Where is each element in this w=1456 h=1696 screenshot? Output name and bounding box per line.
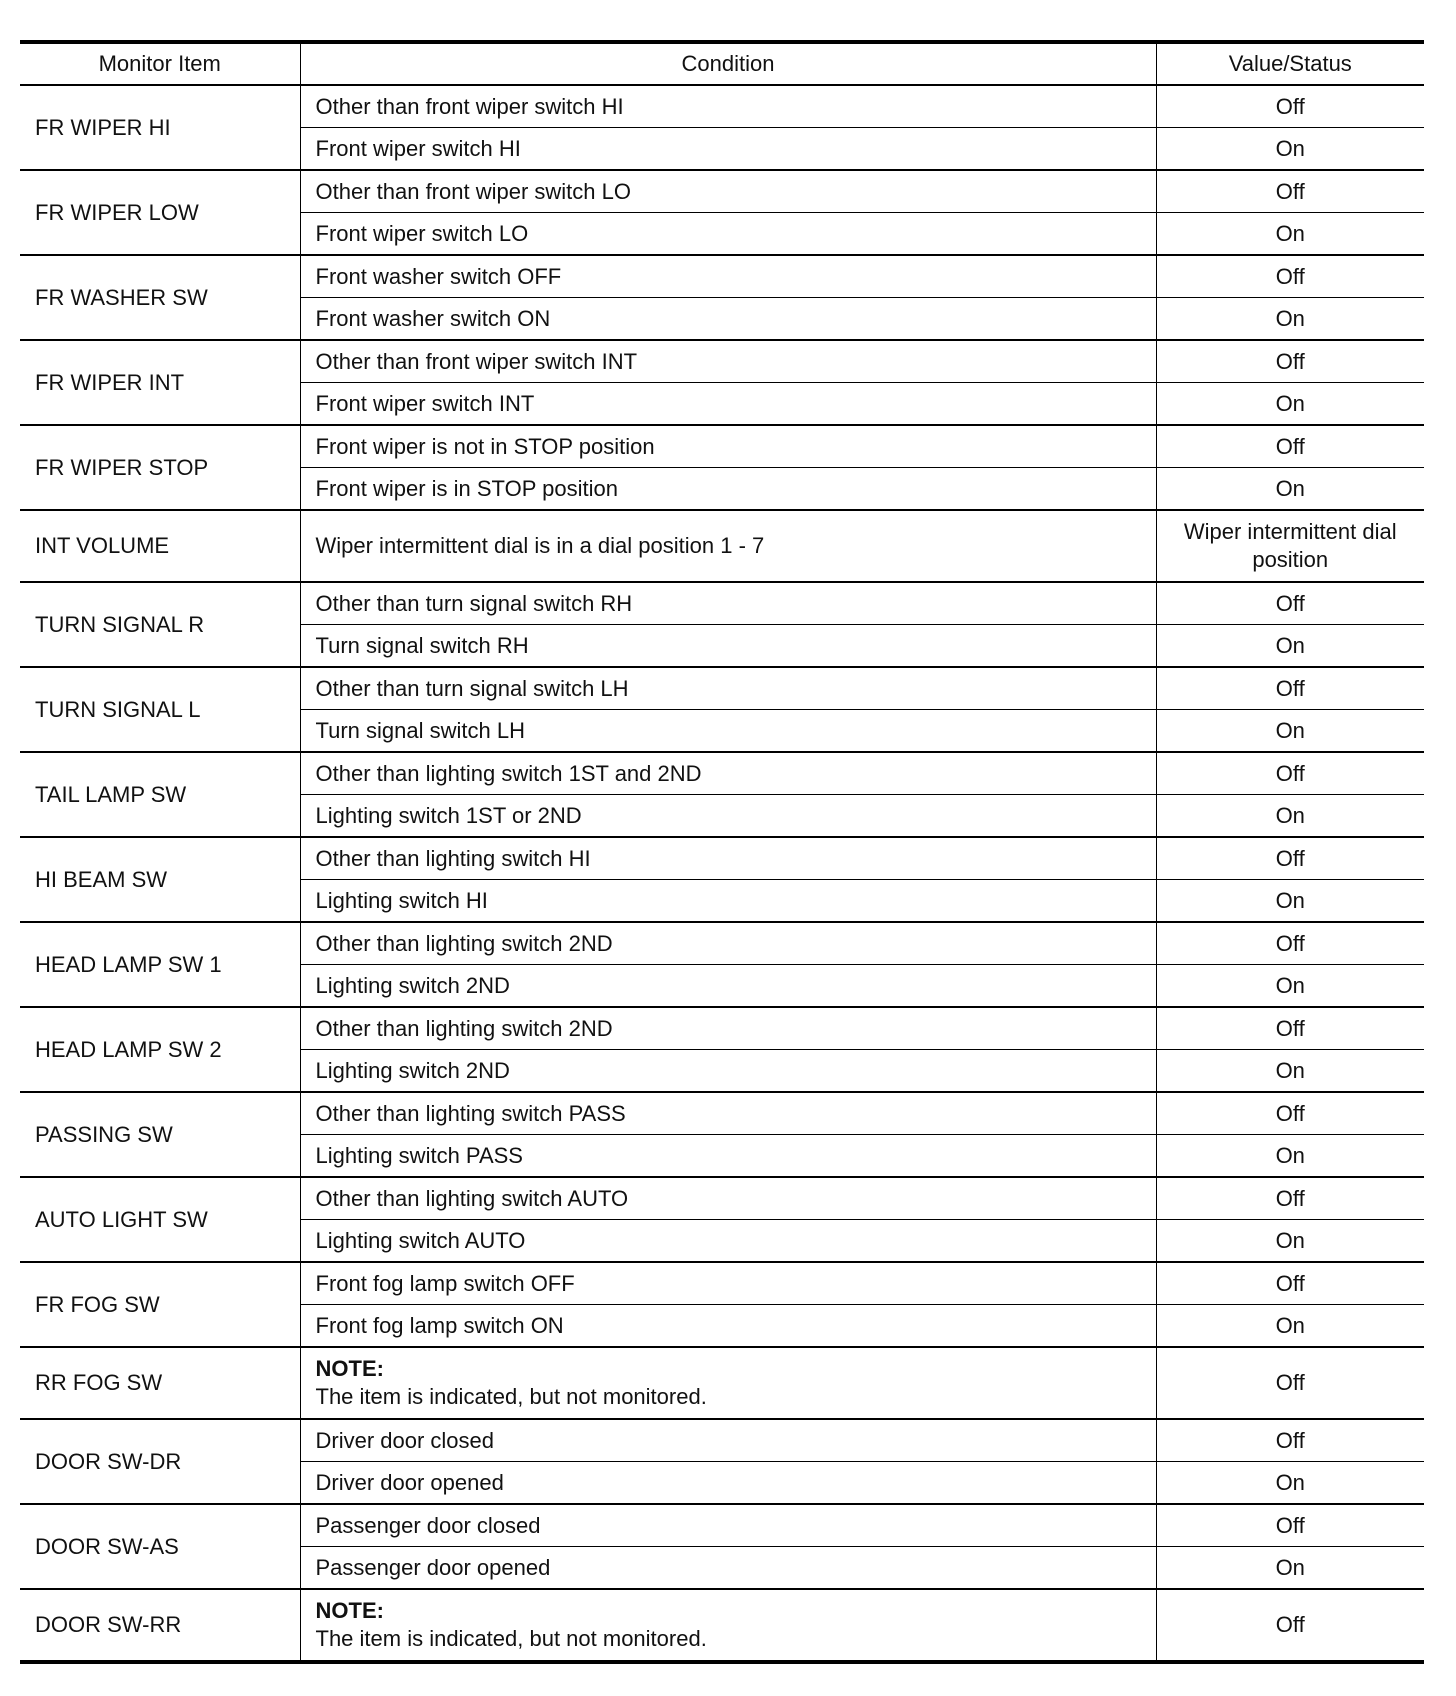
value-status-cell: On bbox=[1156, 1462, 1424, 1505]
header-condition: Condition bbox=[300, 42, 1156, 85]
condition-cell: Other than front wiper switch INT bbox=[300, 340, 1156, 383]
table-row bbox=[20, 510, 1424, 582]
value-status-cell: On bbox=[1156, 710, 1424, 753]
monitor-item-cell: FR WIPER LOW bbox=[20, 170, 300, 255]
condition-cell: Wiper intermittent dial is in a dial position 1 - 7 bbox=[300, 510, 1156, 582]
monitor-item-cell: DOOR SW-RR bbox=[20, 1589, 300, 1662]
condition-cell: Driver door opened bbox=[300, 1462, 1156, 1505]
value-status-cell: Off bbox=[1156, 837, 1424, 880]
value-status-cell: Off bbox=[1156, 85, 1424, 128]
table-row bbox=[20, 1177, 1424, 1220]
value-status-cell: Off bbox=[1156, 752, 1424, 795]
monitor-item-table bbox=[20, 40, 1424, 1664]
condition-cell: Front wiper switch HI bbox=[300, 128, 1156, 171]
value-status-cell: On bbox=[1156, 625, 1424, 668]
table-row bbox=[20, 1092, 1424, 1135]
table-row bbox=[20, 582, 1424, 625]
value-status-cell: On bbox=[1156, 1305, 1424, 1348]
value-status-cell: On bbox=[1156, 1547, 1424, 1590]
monitor-item-cell: AUTO LIGHT SW bbox=[20, 1177, 300, 1262]
condition-cell: Driver door closed bbox=[300, 1419, 1156, 1462]
condition-cell: Front wiper is not in STOP position bbox=[300, 425, 1156, 468]
monitor-item-cell: HEAD LAMP SW 2 bbox=[20, 1007, 300, 1092]
value-status-cell: Off bbox=[1156, 1419, 1424, 1462]
condition-cell: Lighting switch AUTO bbox=[300, 1220, 1156, 1263]
condition-cell: Passenger door closed bbox=[300, 1504, 1156, 1547]
monitor-item-cell: HEAD LAMP SW 1 bbox=[20, 922, 300, 1007]
table-row bbox=[20, 1347, 1424, 1419]
table-row bbox=[20, 1589, 1424, 1662]
value-status-cell: Off bbox=[1156, 425, 1424, 468]
value-status-cell: Off bbox=[1156, 1589, 1424, 1662]
condition-cell: Other than lighting switch AUTO bbox=[300, 1177, 1156, 1220]
condition-cell bbox=[300, 1347, 1156, 1419]
value-status-cell: On bbox=[1156, 1050, 1424, 1093]
value-status-cell: Off bbox=[1156, 1504, 1424, 1547]
table-row bbox=[20, 667, 1424, 710]
header-monitor-item: Monitor Item bbox=[20, 42, 300, 85]
value-status-cell: On bbox=[1156, 128, 1424, 171]
value-status-cell: Off bbox=[1156, 1347, 1424, 1419]
monitor-item-cell: DOOR SW-AS bbox=[20, 1504, 300, 1589]
value-status-cell: On bbox=[1156, 1220, 1424, 1263]
value-status-cell: On bbox=[1156, 213, 1424, 256]
condition-cell: Other than turn signal switch RH bbox=[300, 582, 1156, 625]
condition-cell: Lighting switch PASS bbox=[300, 1135, 1156, 1178]
note-label: NOTE: bbox=[315, 1598, 384, 1623]
monitor-item-cell: INT VOLUME bbox=[20, 510, 300, 582]
header-value-status: Value/Status bbox=[1156, 42, 1424, 85]
table-row bbox=[20, 837, 1424, 880]
condition-cell: Passenger door opened bbox=[300, 1547, 1156, 1590]
table-row bbox=[20, 1504, 1424, 1547]
table-row bbox=[20, 170, 1424, 213]
condition-cell bbox=[300, 1589, 1156, 1662]
table-row bbox=[20, 752, 1424, 795]
condition-cell: Other than lighting switch 2ND bbox=[300, 1007, 1156, 1050]
table-row bbox=[20, 255, 1424, 298]
monitor-item-cell: FR WIPER STOP bbox=[20, 425, 300, 510]
condition-cell: Other than turn signal switch LH bbox=[300, 667, 1156, 710]
condition-cell: Other than front wiper switch HI bbox=[300, 85, 1156, 128]
value-status-cell: On bbox=[1156, 298, 1424, 341]
value-status-cell: On bbox=[1156, 1135, 1424, 1178]
value-status-cell: Off bbox=[1156, 340, 1424, 383]
condition-cell: Lighting switch 2ND bbox=[300, 1050, 1156, 1093]
value-status-cell: Off bbox=[1156, 582, 1424, 625]
condition-cell: Front washer switch ON bbox=[300, 298, 1156, 341]
monitor-item-cell: PASSING SW bbox=[20, 1092, 300, 1177]
table-row bbox=[20, 1007, 1424, 1050]
value-status-cell: On bbox=[1156, 795, 1424, 838]
condition-cell: Other than lighting switch PASS bbox=[300, 1092, 1156, 1135]
monitor-item-cell: HI BEAM SW bbox=[20, 837, 300, 922]
note-text: The item is indicated, but not monitored. bbox=[315, 1384, 707, 1409]
monitor-item-cell: TURN SIGNAL L bbox=[20, 667, 300, 752]
value-status-cell: Off bbox=[1156, 922, 1424, 965]
table-header-row bbox=[20, 42, 1424, 85]
condition-cell: Other than front wiper switch LO bbox=[300, 170, 1156, 213]
value-status-cell: On bbox=[1156, 965, 1424, 1008]
monitor-item-cell: FR WIPER HI bbox=[20, 85, 300, 170]
monitor-item-cell: TURN SIGNAL R bbox=[20, 582, 300, 667]
value-status-cell: Off bbox=[1156, 170, 1424, 213]
monitor-item-cell: DOOR SW-DR bbox=[20, 1419, 300, 1504]
value-status-cell: On bbox=[1156, 383, 1424, 426]
condition-cell: Other than lighting switch 2ND bbox=[300, 922, 1156, 965]
table-row bbox=[20, 425, 1424, 468]
condition-cell: Lighting switch 2ND bbox=[300, 965, 1156, 1008]
condition-cell: Other than lighting switch 1ST and 2ND bbox=[300, 752, 1156, 795]
monitor-item-cell: FR FOG SW bbox=[20, 1262, 300, 1347]
condition-cell: Lighting switch 1ST or 2ND bbox=[300, 795, 1156, 838]
condition-cell: Front wiper switch INT bbox=[300, 383, 1156, 426]
table-row bbox=[20, 922, 1424, 965]
monitor-item-cell: RR FOG SW bbox=[20, 1347, 300, 1419]
monitor-item-cell: TAIL LAMP SW bbox=[20, 752, 300, 837]
value-status-cell: On bbox=[1156, 468, 1424, 511]
condition-cell: Front wiper switch LO bbox=[300, 213, 1156, 256]
table-row bbox=[20, 1419, 1424, 1462]
monitor-item-cell: FR WIPER INT bbox=[20, 340, 300, 425]
value-status-cell: Off bbox=[1156, 255, 1424, 298]
condition-cell: Lighting switch HI bbox=[300, 880, 1156, 923]
value-status-cell: On bbox=[1156, 880, 1424, 923]
value-status-cell: Off bbox=[1156, 1007, 1424, 1050]
condition-cell: Front fog lamp switch OFF bbox=[300, 1262, 1156, 1305]
value-status-cell: Off bbox=[1156, 1092, 1424, 1135]
value-status-cell: Off bbox=[1156, 667, 1424, 710]
note-label: NOTE: bbox=[315, 1356, 384, 1381]
condition-cell: Turn signal switch LH bbox=[300, 710, 1156, 753]
table-body bbox=[20, 85, 1424, 1662]
monitor-item-cell: FR WASHER SW bbox=[20, 255, 300, 340]
value-status-cell: Wiper intermittent dial position bbox=[1156, 510, 1424, 582]
table-row bbox=[20, 340, 1424, 383]
table-row bbox=[20, 85, 1424, 128]
condition-cell: Turn signal switch RH bbox=[300, 625, 1156, 668]
condition-cell: Front fog lamp switch ON bbox=[300, 1305, 1156, 1348]
condition-cell: Front wiper is in STOP position bbox=[300, 468, 1156, 511]
value-status-cell: Off bbox=[1156, 1177, 1424, 1220]
note-text: The item is indicated, but not monitored. bbox=[315, 1626, 707, 1651]
table-row bbox=[20, 1262, 1424, 1305]
condition-cell: Front washer switch OFF bbox=[300, 255, 1156, 298]
value-status-cell: Off bbox=[1156, 1262, 1424, 1305]
condition-cell: Other than lighting switch HI bbox=[300, 837, 1156, 880]
